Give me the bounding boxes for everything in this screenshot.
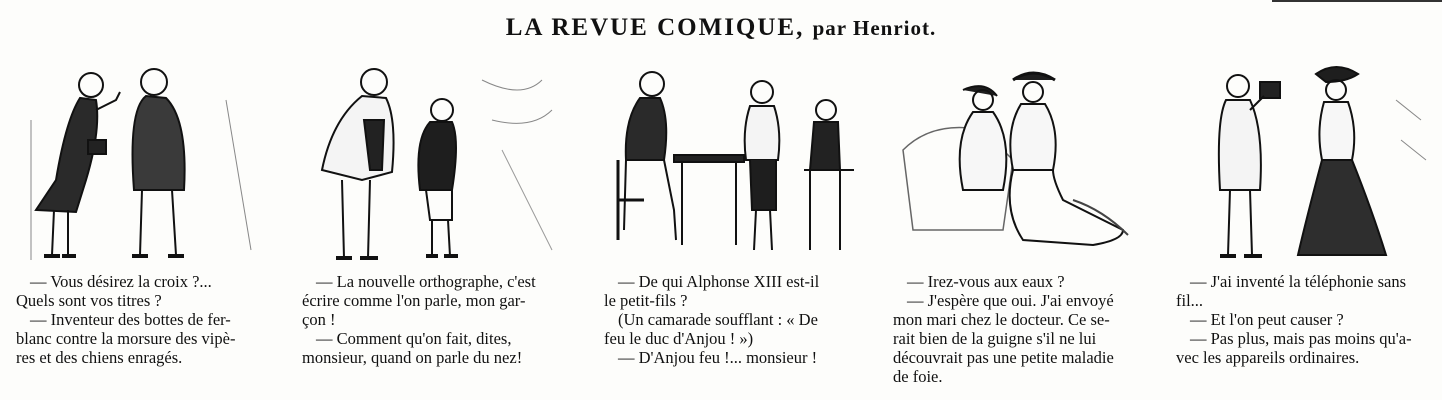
caption-line: de foie. (893, 367, 943, 386)
illustration-man-and-boy (302, 60, 560, 260)
caption-line: çon ! (302, 310, 336, 329)
caption-line: — La nouvelle orthographe, c'est (316, 272, 536, 291)
caption-line: — Pas plus, mais pas moins qu'a- (1190, 329, 1412, 348)
comic-panel-5 (1176, 60, 1434, 390)
caption-line: — J'ai inventé la téléphonie sans (1190, 272, 1407, 291)
caption-line: Quels sont vos titres ? (16, 291, 162, 310)
caption-panel-2 (302, 272, 560, 367)
illustration-man-with-telephone (1176, 60, 1434, 260)
caption-line: — Comment qu'on fait, dites, (316, 329, 512, 348)
caption-line: — Inventeur des bottes de fer- (30, 310, 231, 329)
caption-panel-1 (16, 272, 274, 367)
caption-line: le petit-fils ? (604, 291, 688, 310)
illustration-two-ladies-seated (893, 60, 1151, 260)
caption-line: res et des chiens enragés. (16, 348, 183, 367)
caption-line: fil... (1176, 291, 1204, 310)
caption-line: — Vous désirez la croix ?... (30, 272, 212, 291)
caption-panel-3 (604, 272, 862, 367)
comic-panel-2 (302, 60, 560, 390)
byline-text: par Henriot. (812, 16, 937, 40)
page-title (0, 14, 1442, 42)
caption-line: feu le duc d'Anjou ! ») (604, 329, 754, 348)
caption-line: monsieur, quand on parle du nez! (302, 348, 523, 367)
caption-line: découvrait pas une petite maladie (893, 348, 1114, 367)
caption-line: écrire comme l'on parle, mon gar- (302, 291, 526, 310)
caption-line: — D'Anjou feu !... monsieur ! (618, 348, 818, 367)
caption-line: (Un camarade soufflant : « De (618, 310, 818, 329)
comic-panel-4 (893, 60, 1151, 390)
caption-panel-5 (1176, 272, 1434, 367)
caption-line: blanc contre la morsure des vipè- (16, 329, 236, 348)
caption-line: — De qui Alphonse XIII est-il (618, 272, 820, 291)
caption-line: vec les appareils ordinaires. (1176, 348, 1360, 367)
comic-panel-1 (16, 60, 274, 390)
caption-panel-4 (893, 272, 1151, 386)
caption-line: — J'espère que oui. J'ai envoyé (907, 291, 1114, 310)
illustration-classroom (604, 60, 862, 260)
title-text: LA REVUE COMIQUE, (505, 14, 805, 41)
comic-panel-3 (604, 60, 862, 390)
caption-line: — Et l'on peut causer ? (1190, 310, 1344, 329)
caption-line: rait bien de la guigne s'il ne lui (893, 329, 1097, 348)
caption-line: — Irez-vous aux eaux ? (907, 272, 1065, 291)
top-border-rule (1272, 0, 1442, 2)
illustration-two-men-bowing (16, 60, 274, 260)
caption-line: mon mari chez le docteur. Ce se- (893, 310, 1110, 329)
